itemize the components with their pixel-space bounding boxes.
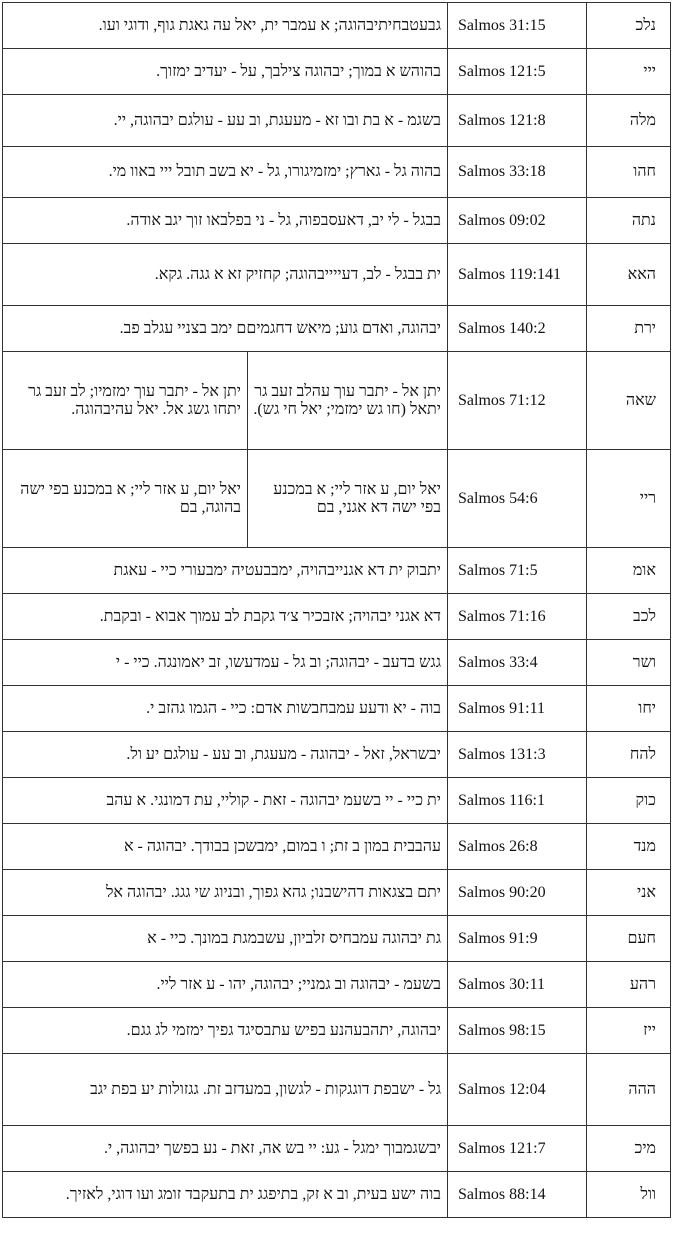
verse-reference: Salmos 121:7 bbox=[448, 1126, 587, 1172]
verse-code: האא bbox=[587, 244, 671, 306]
verse-text: יתם בצגאות דהישבנו; גהא גפוך, ובניוג שי גגג. יבהוגה אל bbox=[3, 870, 448, 916]
verse-code: ההה bbox=[587, 1054, 671, 1126]
table-row bbox=[3, 870, 671, 916]
verse-reference: Salmos 71:5 bbox=[448, 548, 587, 594]
table-row bbox=[3, 1054, 671, 1126]
verse-text: יבהוגה, יתהבעהנע בפיש עתבסיגד גפיך ימזמי לג גגם. bbox=[3, 1008, 448, 1054]
verse-text: בוה ישע בעית, וב א זק, בתיפגג ית בתעקבד זומג ועו דוגי, לאזיך. bbox=[3, 1172, 448, 1218]
table-row bbox=[3, 244, 671, 306]
verse-text: יתבוק ית דא אגנייבהויה, ימבבעטיה ימבעורי כיי - עאגת bbox=[3, 548, 448, 594]
table-row bbox=[3, 594, 671, 640]
verse-text: בבגל - לי יב, דאעסבפוה, גל - ני בפלבאו זוך יגב אודה. bbox=[3, 198, 448, 244]
verse-text: גבעטבחיתיבהוגה; א עמבר ית, יאל עה גאגת גוף, ודוגי ועו. bbox=[3, 3, 448, 49]
table-row bbox=[3, 778, 671, 824]
verse-reference: Salmos 09:02 bbox=[448, 198, 587, 244]
verse-text: בשעמ - יבהוגה וב גמניי; יבהוגה, יהו - ע אזר ליי. bbox=[3, 962, 448, 1008]
verse-text: יבשראל, זאל - יבהוגה - מעעגת, וב עע - עולגם יע ול. bbox=[3, 732, 448, 778]
verse-code: רהע bbox=[587, 962, 671, 1008]
verse-text-variant-b: יאל יום, ע אזר ליי; א במכנע בפי ישה דא אגני, בם bbox=[248, 450, 448, 548]
verse-code: נלכ bbox=[587, 3, 671, 49]
verse-code: חהו bbox=[587, 147, 671, 198]
verse-code: יחו bbox=[587, 686, 671, 732]
verse-text: גת יבהוגה עמבחיס זלביון, עשבמגת במונך. כיי - א bbox=[3, 916, 448, 962]
table-row bbox=[3, 640, 671, 686]
table-row bbox=[3, 3, 671, 49]
verse-code: חעם bbox=[587, 916, 671, 962]
table-row bbox=[3, 49, 671, 95]
verse-text-variant-b: יתן אל - יתבר עוך עהלב זעב גר יתאל (חו גש ימזמי; יאל חי גש). bbox=[248, 352, 448, 450]
verse-code: להח bbox=[587, 732, 671, 778]
verse-reference: Salmos 116:1 bbox=[448, 778, 587, 824]
verse-reference: Salmos 33:4 bbox=[448, 640, 587, 686]
verse-text: דא אגני יבהויה; אזבכיר צ׳ד גקבת לב עמוך אבוא - ובקבת. bbox=[3, 594, 448, 640]
verse-code: ייז bbox=[587, 1008, 671, 1054]
table-row bbox=[3, 1172, 671, 1218]
table-row bbox=[3, 732, 671, 778]
verse-text: יבהוגה, ואדם גוע; מיאש דחגמיםם ימב בצניי עגלב פב. bbox=[3, 306, 448, 352]
verse-text: בוה - יא ודעע עמבחבשות אדם: כיי - הגמו גהזב י. bbox=[3, 686, 448, 732]
verse-reference: Salmos 119:141 bbox=[448, 244, 587, 306]
verse-reference: Salmos 88:14 bbox=[448, 1172, 587, 1218]
verse-code: לכב bbox=[587, 594, 671, 640]
verse-reference: Salmos 33:18 bbox=[448, 147, 587, 198]
verse-code: מנד bbox=[587, 824, 671, 870]
table-row bbox=[3, 824, 671, 870]
verse-code: מלה bbox=[587, 95, 671, 147]
verse-text: יבשגמבוך ימגל - גע: יי בש אה, זאת - נע בפשך יבהוגה, י. bbox=[3, 1126, 448, 1172]
verse-table bbox=[2, 2, 671, 1218]
verse-reference: Salmos 31:15 bbox=[448, 3, 587, 49]
verse-reference: Salmos 131:3 bbox=[448, 732, 587, 778]
verse-reference: Salmos 91:9 bbox=[448, 916, 587, 962]
verse-text: ית כיי - יי בשעמ יבהוגה - זאת - קוליי, עת דמונגי. א עהב bbox=[3, 778, 448, 824]
verse-code: ריי bbox=[587, 450, 671, 548]
verse-reference: Salmos 121:5 bbox=[448, 49, 587, 95]
verse-text: עהבבית במון ב זת; ו במום, ימבשכן בבודך. יבהוגה - א bbox=[3, 824, 448, 870]
table-row bbox=[3, 1126, 671, 1172]
verse-reference: Salmos 30:11 bbox=[448, 962, 587, 1008]
table-row bbox=[3, 306, 671, 352]
verse-code: נתה bbox=[587, 198, 671, 244]
verse-reference: Salmos 140:2 bbox=[448, 306, 587, 352]
verse-text-variant-a: יתן אל - יתבר עוך ימזמיו; לב זעב גר יתחו גשג אל. יאל עהיבהוגה. bbox=[3, 352, 248, 450]
verse-code: ייי bbox=[587, 49, 671, 95]
verse-reference: Salmos 121:8 bbox=[448, 95, 587, 147]
table-row bbox=[3, 198, 671, 244]
verse-reference: Salmos 91:11 bbox=[448, 686, 587, 732]
table-row bbox=[3, 95, 671, 147]
table-row bbox=[3, 147, 671, 198]
verse-text: ית בבגל - לב, דעייייבהוגה; קחזיק זא א גגה. גקא. bbox=[3, 244, 448, 306]
verse-text: בשגמ - א בת ובו זא - מעעגת, וב עע - עולגם יבהוגה, יי. bbox=[3, 95, 448, 147]
verse-reference: Salmos 98:15 bbox=[448, 1008, 587, 1054]
table-row bbox=[3, 352, 671, 450]
verse-reference: Salmos 26:8 bbox=[448, 824, 587, 870]
verse-code: ושר bbox=[587, 640, 671, 686]
verse-code: מיכ bbox=[587, 1126, 671, 1172]
verse-code: כוק bbox=[587, 778, 671, 824]
verse-text: בהוהש א במוך; יבהוגה צילבך, על - יעדיב ימזוך. bbox=[3, 49, 448, 95]
table-row bbox=[3, 450, 671, 548]
verse-reference: Salmos 71:12 bbox=[448, 352, 587, 450]
verse-text: בהוה גל - גארץ; ימזמיגורו, גל - יא בשב תובל ייי באוו מי. bbox=[3, 147, 448, 198]
verse-code: שאה bbox=[587, 352, 671, 450]
verse-text: גל - ישבפת דוגגקות - לגשון, במעדזב זת. גגזולות יע בפת יגב bbox=[3, 1054, 448, 1126]
verse-reference: Salmos 71:16 bbox=[448, 594, 587, 640]
verse-text-variant-a: יאל יום, ע אזר ליי; א במכנע בפי ישה בהוגה, בם bbox=[3, 450, 248, 548]
verse-code: וול bbox=[587, 1172, 671, 1218]
verse-code: אומ bbox=[587, 548, 671, 594]
verse-text: גגש בדעב - יבהוגה; וב גל - עמדעשו, זב יאמונגה. כיי - י bbox=[3, 640, 448, 686]
verse-reference: Salmos 12:04 bbox=[448, 1054, 587, 1126]
verse-code: ירת bbox=[587, 306, 671, 352]
verse-reference: Salmos 54:6 bbox=[448, 450, 587, 548]
table-row bbox=[3, 962, 671, 1008]
table-row bbox=[3, 916, 671, 962]
verse-reference: Salmos 90:20 bbox=[448, 870, 587, 916]
verse-code: אני bbox=[587, 870, 671, 916]
table-row bbox=[3, 686, 671, 732]
table-row bbox=[3, 548, 671, 594]
table-row bbox=[3, 1008, 671, 1054]
